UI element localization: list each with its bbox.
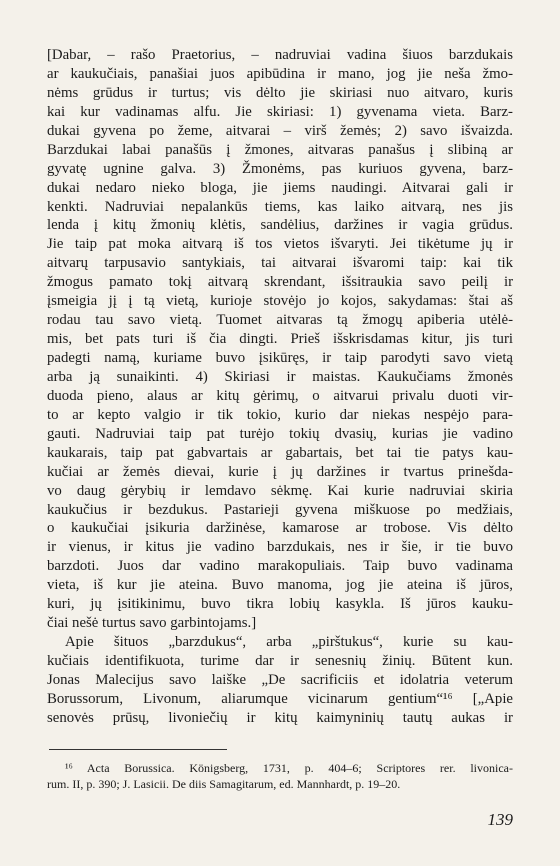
text-line: lenda į kitų žmonių klėtis, sandėlius, daržines ir vagia grūdus. (47, 217, 513, 234)
text-line: dukai gyvena po žeme, aitvarai – virš žemės; 2) savo išvaizda. (47, 122, 513, 139)
text-line: Jonas Malecijus savo laiške „De sacrificiis et idolatria veterum (47, 671, 513, 688)
text-line: kuri, jų įsitikinimu, buvo tikra lobių kasykla. Iš jūros kauku- (47, 596, 513, 613)
text-line: ir vienus, ir kitus jie vadino barzdukais, nes ir šie, ir tie buvo (47, 539, 513, 556)
text-line: [Dabar, – rašo Praetorius, – nadruviai vadina šiuos barzdukais (47, 47, 513, 63)
text-line: duoda pieno, alaus ar kitų gėrimų, o aitvarui privalu duoti vir- (47, 387, 513, 404)
text-line: arba ją sunaikinti. 4) Skiriasi ir maistas. Kaukučiams žmonės (47, 368, 513, 385)
text-line: kaukarais, taip pat gabvartais ar gabartais, bet tai tie patys kau- (47, 444, 513, 461)
text-line: Barzdukai labai panašūs į žmones, aitvaras panašus į slibiną ar (47, 141, 513, 158)
text-line: Apie šituos „barzdukus“, arba „pirštukus“, kurie su kau- (65, 634, 513, 651)
text-line: mis, bet pats turi iš čia dingti. Prieš išskrisdamas kitur, jis turi (47, 331, 513, 348)
footnote-line: ¹⁶ Acta Borussica. Königsberg, 1731, p. 404–6; Scriptores rer. livonica- (65, 761, 513, 775)
text-line: gauti. Nadruviai taip pat turėjo tokių dvasių, kurias jie vadino (47, 425, 513, 442)
text-line: kenkti. Nadruviai nepalankūs tiems, kas laiko aitvarą, nes jis (47, 198, 513, 215)
text-line: kučiai ar žemės dievai, kurie į jų daržines ir tvartus prinešda- (47, 463, 513, 480)
text-line: barzdoti. Juos dar vadino marakopuliais. Taip buvo vadinama (47, 558, 513, 575)
footnotes (47, 760, 513, 792)
text-line: nėms grūdus ir turtus; vis dėlto jie skiriasi nuo aitvaro, kuris (47, 84, 513, 101)
text-line: to ar kepto valgio ir tik tokio, kurio dar niekas nespėjo para- (47, 406, 513, 423)
text-line: padegti namą, kuriame buvo įsikūręs, ir taip parodyti savo vietą (47, 350, 513, 366)
text-line: dukai nedaro nieko bloga, jie jiems naudingi. Aitvarai gali ir (47, 179, 513, 196)
text-line: kai kur vadinamas alfu. Jie skiriasi: 1) gyvenama vieta. Barz- (47, 103, 513, 120)
page-number: 139 (487, 810, 513, 829)
text-line: Jie taip pat moka aitvarą iš tos vietos išvaryti. Jei tikėtume jų ir (47, 236, 513, 253)
text-line: gyvatę ugnine galva. 3) Žmonėms, pas kuriuos gyvena, barz- (47, 160, 513, 177)
text-line: vo daug gėrybių ir lemdavo sėkmę. Kai kurie nadruviai skiria (47, 482, 513, 499)
text-line: senovės prūsų, livoniečių ir kitų kaimyninių tautų aukas ir (47, 709, 513, 726)
text-line: vieta, iš kur jie ateina. Buvo manoma, jog jie ateina iš jūros, (47, 577, 513, 594)
text-line: čiai nešė turtus savo garbintojams.] (47, 615, 257, 632)
footnote-divider (49, 749, 227, 750)
body-text (47, 46, 513, 728)
text-line: kaukučius ir bezdukus. Pastarieji gyvena miškuose po medžiais, (47, 501, 513, 518)
text-line: kučiais identifikuota, turime dar ir senesnių žinių. Būtent kun. (47, 653, 513, 669)
footnote-line: rum. II, p. 390; J. Lasicii. De diis Samagitarum, ed. Mannhardt, p. 19–20. (47, 777, 401, 791)
text-line: įsmeigia jį į tą vietą, kurioje stovėjo jo kojos, sakydamas: štai aš (47, 293, 513, 310)
text-line: ar kaukučiais, panašiai juos apibūdina ir mano, jog jie neša žmo- (47, 65, 513, 82)
text-line: Borussorum, Livonum, aliarumque vicinarum gentium“¹⁶ [„Apie (47, 690, 513, 707)
text-line: žmogus pamato tokį aitvarą skrendant, išsitraukia savo peilį ir (47, 274, 513, 291)
text-line: aitvarų tarpusavio santykiais, tai aitvarai išvaromi taip: kai tik (47, 255, 513, 272)
text-line: o kaukučiai įsikuria daržinėse, kamarose ar trobose. Vis dėlto (47, 520, 513, 537)
text-line: rodau tau savo vietą. Tuomet aitvaras tą žmogų apiberia utėlė- (47, 312, 513, 329)
